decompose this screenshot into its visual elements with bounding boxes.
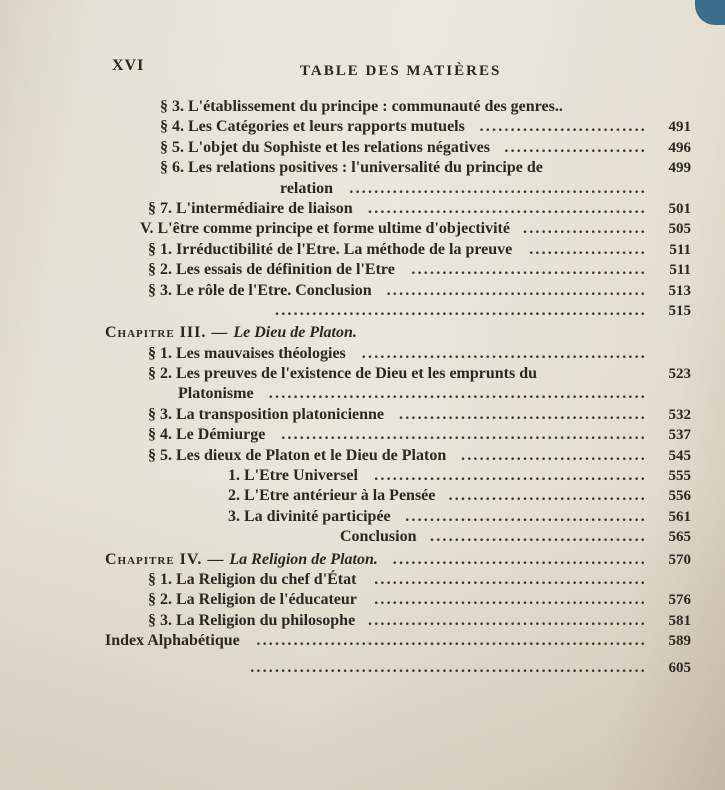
toc-entry-row: [0, 590, 691, 610]
toc-entry-label: Index Alphabétique: [105, 632, 240, 650]
dot-leader: .............................................: [368, 611, 647, 629]
toc-entry-label: [105, 550, 378, 569]
page-number: 555: [668, 468, 691, 485]
toc-entry-label: § 5. Les dieux de Platon et le Dieu de Platon: [148, 446, 447, 464]
chapter-title: La Religion de Platon.: [229, 550, 378, 568]
dot-leader: ..............................................: [361, 344, 647, 362]
dot-leader: ........................................: [399, 405, 647, 423]
chapter-prefix: Chapitre III. —: [105, 324, 234, 342]
page-number: 561: [668, 508, 691, 525]
toc-entry-row: [0, 158, 691, 178]
toc-entry-label: relation: [280, 179, 334, 197]
page-number: 515: [668, 302, 691, 319]
page-number: 581: [668, 612, 691, 629]
dot-leader: ..............................: [461, 446, 647, 464]
page-number: 499: [668, 160, 691, 177]
dot-leader: ................................................: [349, 179, 647, 197]
dot-leader: .......................: [504, 138, 647, 156]
toc-entry-row: [0, 281, 691, 301]
dot-leader: ...............................................................: [256, 632, 647, 650]
toc-entry-label: 3. La divinité participée: [228, 507, 391, 525]
toc-entry-label: [105, 323, 357, 342]
toc-entry-row: [0, 301, 691, 321]
toc-entry-label: § 3. La Religion du philosophe: [148, 611, 356, 629]
page-number: 605: [668, 659, 691, 676]
dot-leader: ............................................................: [275, 301, 647, 319]
page-number: 491: [668, 119, 691, 136]
toc-entry-row: [0, 344, 691, 364]
page-number: 513: [668, 282, 691, 299]
page-number: 537: [668, 427, 691, 444]
page-title: TABLE DES MATIÈRES: [300, 63, 502, 79]
chapter-prefix: Chapitre IV. —: [105, 550, 230, 568]
toc-entry-row: [0, 527, 691, 547]
toc-entry-label: 2. L'Etre antérieur à la Pensée: [228, 487, 436, 505]
toc-entry-row: [0, 466, 691, 486]
page-folio: XVI: [112, 57, 145, 74]
dot-leader: ...........................: [479, 118, 647, 136]
toc-entry-label: § 2. Les preuves de l'existence de Dieu et les emprunts du: [148, 365, 538, 383]
page-header: [0, 56, 725, 82]
toc-entry-row: [0, 658, 691, 678]
page-number: 570: [668, 551, 691, 568]
dot-leader: ......................................: [411, 261, 647, 279]
toc-entry-row: [0, 364, 691, 384]
page-number: 556: [668, 488, 691, 505]
dot-leader: .........................................: [392, 550, 647, 568]
toc-entry-row: [0, 117, 691, 137]
dot-leader: ............................................: [374, 570, 647, 588]
table-of-contents: [0, 97, 691, 678]
dot-leader: ...................................: [430, 528, 647, 546]
page-number: 565: [668, 529, 691, 546]
toc-entry-row: [0, 199, 691, 219]
toc-entry-row: [0, 405, 691, 425]
toc-entry-label: Platonisme: [178, 385, 254, 403]
dot-leader: .............................................................: [268, 385, 647, 403]
dot-leader: .............................................: [368, 199, 647, 217]
toc-entry-label: § 3. L'établissement du principe : communauté des genres..: [160, 98, 563, 115]
toc-entry-label: § 5. L'objet du Sophiste et les relations négatives: [160, 138, 490, 156]
toc-entry-row: [0, 384, 691, 404]
chapter-title: Le Dieu de Platon.: [233, 324, 357, 342]
page-number: 505: [668, 221, 691, 238]
toc-entry-row: [0, 486, 691, 506]
toc-entry-label: § 4. Les Catégories et leurs rapports mutuels: [160, 118, 465, 136]
dot-leader: ....................: [523, 220, 647, 238]
toc-entry-row: [0, 97, 691, 117]
page-number: 511: [669, 241, 691, 258]
toc-entry-row: [0, 179, 691, 199]
toc-entry-row: [0, 446, 691, 466]
toc-entry-row: [0, 240, 691, 260]
page-number: 501: [668, 200, 691, 217]
toc-entry-row: [0, 219, 691, 239]
toc-chapter-row: [0, 550, 691, 570]
dot-leader: ................................................................: [250, 658, 647, 676]
toc-entry-label: Conclusion: [340, 528, 417, 546]
toc-entry-row: [0, 425, 691, 445]
page-number: 532: [668, 406, 691, 423]
toc-entry-label: § 1. Irréductibilité de l'Etre. La méthode de la preuve: [148, 240, 513, 258]
toc-entry-label: § 2. La Religion de l'éducateur: [148, 591, 357, 609]
toc-entry-label: § 3. La transposition platonicienne: [148, 405, 385, 423]
dot-leader: ................................: [448, 487, 647, 505]
dot-leader: ...........................................................: [281, 426, 647, 444]
toc-entry-label: § 2. Les essais de définition de l'Etre: [148, 261, 395, 279]
page-number: 589: [668, 633, 691, 650]
toc-entry-label: § 1. Les mauvaises théologies: [148, 344, 346, 362]
dot-leader: ............................................: [374, 591, 647, 609]
dot-leader: ..........................................: [386, 281, 647, 299]
toc-chapter-row: [0, 323, 691, 343]
page-number: 511: [669, 262, 691, 279]
dot-leader: ............................................: [374, 467, 647, 485]
page-number: 545: [668, 447, 691, 464]
toc-entry-label: V. L'être comme principe et forme ultime d'objectivité: [140, 220, 510, 238]
toc-entry-row: [0, 260, 691, 280]
toc-entry-label: § 3. Le rôle de l'Etre. Conclusion: [148, 281, 372, 299]
toc-entry-row: [0, 507, 691, 527]
page-number: 523: [668, 366, 691, 383]
toc-entry-row: [0, 631, 691, 651]
dot-leader: .......................................: [405, 507, 647, 525]
toc-entry-row: [0, 138, 691, 158]
toc-entry-label: § 7. L'intermédiaire de liaison: [148, 199, 353, 217]
toc-entry-label: § 1. La Religion du chef d'État: [148, 570, 357, 588]
book-edge-corner: [695, 0, 725, 25]
page-number: 496: [668, 139, 691, 156]
toc-entry-label: § 6. Les relations positives : l'universalité du principe de: [160, 159, 543, 177]
toc-entry-row: [0, 570, 691, 590]
page-number: 576: [668, 592, 691, 609]
dot-leader: ...................: [529, 240, 647, 258]
toc-entry-label: § 4. Le Démiurge: [148, 426, 266, 444]
toc-entry-row: [0, 611, 691, 631]
toc-entry-label: 1. L'Etre Universel: [228, 467, 358, 485]
